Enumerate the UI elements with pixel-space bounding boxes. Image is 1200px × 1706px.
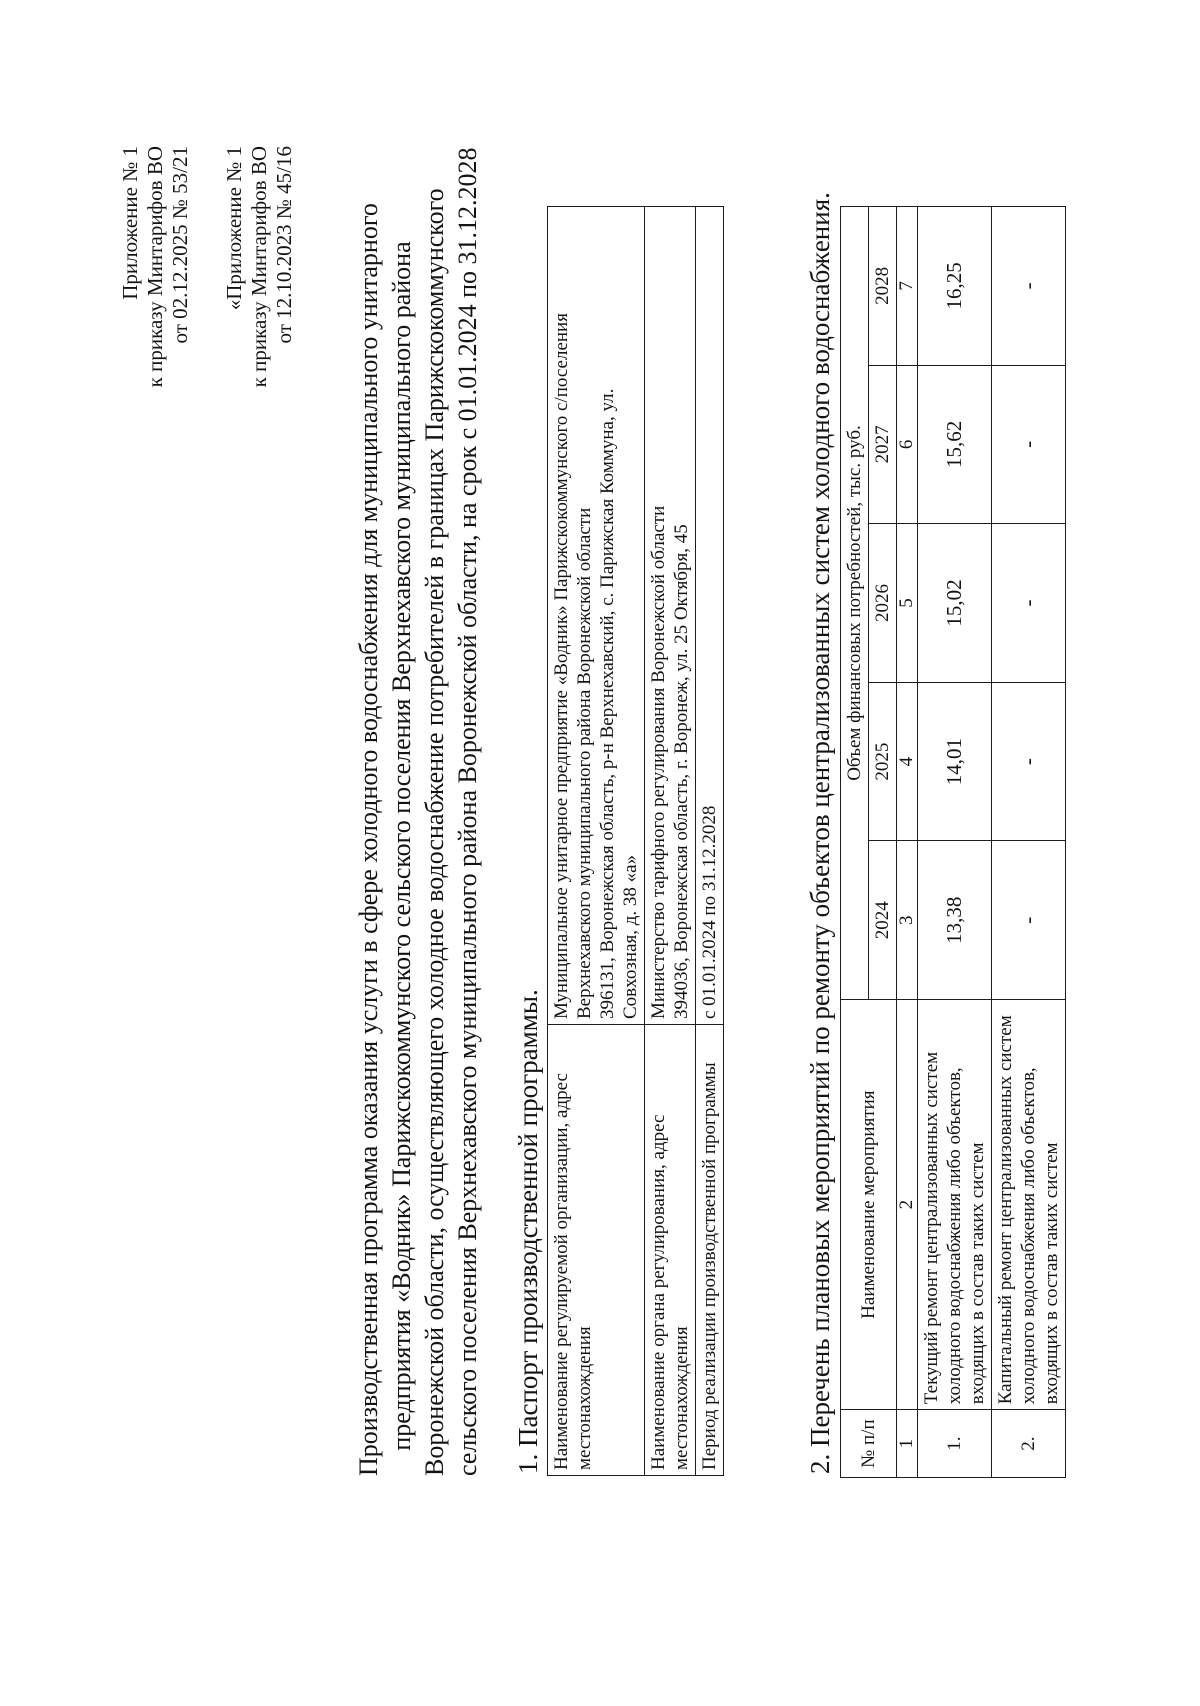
column-number: 1 <box>897 1410 918 1478</box>
passport-value <box>645 207 696 1025</box>
value-line: Верхнехавского муниципального района Воронежской области <box>574 507 595 1019</box>
measures-table <box>840 206 1066 1478</box>
column-number: 4 <box>897 682 918 841</box>
approval-line: к приказу Минтарифов ВО <box>247 146 271 388</box>
passport-value <box>548 207 645 1025</box>
measure-name: Текущий ремонт централизованных систем холодного водоснабжения либо объектов, входящих в состав таких систем <box>918 1000 992 1410</box>
value-line: Министерство тарифного регулирования Воронежской области <box>648 505 669 1019</box>
year-header: 2028 <box>869 207 897 366</box>
value-cell: 13,38 <box>918 841 992 1000</box>
column-header-name: Наименование мероприятия <box>841 1000 897 1410</box>
column-number: 2 <box>897 1000 918 1410</box>
value-line: с 01.01.2024 по 31.12.2028 <box>699 805 720 1019</box>
approval-line: Приложение № 1 <box>118 146 142 300</box>
year-header: 2027 <box>869 365 897 524</box>
year-header: 2024 <box>869 841 897 1000</box>
title-line: предприятия «Водник» Парижскокоммунского сельского поселения Верхнехавского муниципального района <box>387 241 416 1451</box>
value-cell: - <box>992 207 1066 366</box>
table-row <box>696 207 724 1476</box>
value-line: Муниципальное унитарное предприятие «Водник» Парижскокоммунского с/поселения <box>551 313 572 1019</box>
value-line: 394036, Воронежская область, г. Воронеж, ул. 25 Октября, 45 <box>671 524 692 1019</box>
value-cell: 15,62 <box>918 365 992 524</box>
row-number: 1. <box>918 1410 992 1478</box>
column-number: 7 <box>897 207 918 366</box>
approval-line: от 02.12.2025 № 53/21 <box>168 146 192 344</box>
approval-line: к приказу Минтарифов ВО <box>143 146 167 388</box>
column-header-number: № п/п <box>841 1410 897 1478</box>
value-cell: 16,25 <box>918 207 992 366</box>
approval-stamp-current <box>118 146 193 526</box>
value-cell: 15,02 <box>918 524 992 683</box>
value-cell: 14,01 <box>918 682 992 841</box>
approval-stamp-previous <box>222 146 297 526</box>
approval-line: от 12.10.2023 № 45/16 <box>272 146 296 344</box>
passport-value <box>696 207 724 1025</box>
column-number: 6 <box>897 365 918 524</box>
value-cell: - <box>992 841 1066 1000</box>
column-number: 5 <box>897 524 918 683</box>
passport-label: Наименование органа регулирования, адрес местонахождения <box>645 1025 696 1476</box>
value-line: Совхозная, д. 38 «а» <box>620 854 641 1019</box>
table-row <box>645 207 696 1476</box>
passport-label: Наименование регулируемой организации, адрес местонахождения <box>548 1025 645 1476</box>
table-row <box>992 207 1066 1478</box>
value-cell: - <box>992 682 1066 841</box>
column-header-volume: Объем финансовых потребностей, тыс. руб. <box>841 207 869 1000</box>
value-cell: - <box>992 524 1066 683</box>
value-line: 396131, Воронежская область, р-н Верхнехавский, с. Парижская Коммуна, ул. <box>597 388 618 1019</box>
value-cell: - <box>992 365 1066 524</box>
title-line: Воронежской области, осуществляющего холодное водоснабжение потребителей в границах Парижскокоммунского <box>420 188 449 1476</box>
column-number: 3 <box>897 841 918 1000</box>
title-line: сельского поселения Верхнехавского муниципального района Воронежской области, на срок с 01.01.2024 по 31.12.2028 <box>453 147 482 1476</box>
row-number: 2. <box>992 1410 1066 1478</box>
table-row <box>918 207 992 1478</box>
section2-heading: 2. Перечень плановых мероприятий по ремонту объектов централизованных систем холодного водоснабжения. <box>805 192 835 1474</box>
year-header: 2026 <box>869 524 897 683</box>
year-header: 2025 <box>869 682 897 841</box>
section1-heading: 1. Паспорт производственной программы. <box>513 989 543 1474</box>
passport-label: Период реализации производственной программы <box>696 1025 724 1476</box>
approval-line: «Приложение № 1 <box>222 146 246 311</box>
column-number-row <box>897 207 918 1478</box>
document-title <box>352 147 484 1476</box>
measure-name: Капитальный ремонт централизованных систем холодного водоснабжения либо объектов, входящих в состав таких систем <box>992 1000 1066 1410</box>
passport-table <box>547 206 724 1476</box>
title-line: Производственная программа оказания услуги в сфере холодного водоснабжения для муниципального унитарного <box>354 203 383 1476</box>
table-row <box>548 207 645 1476</box>
table-header-row <box>841 207 869 1478</box>
